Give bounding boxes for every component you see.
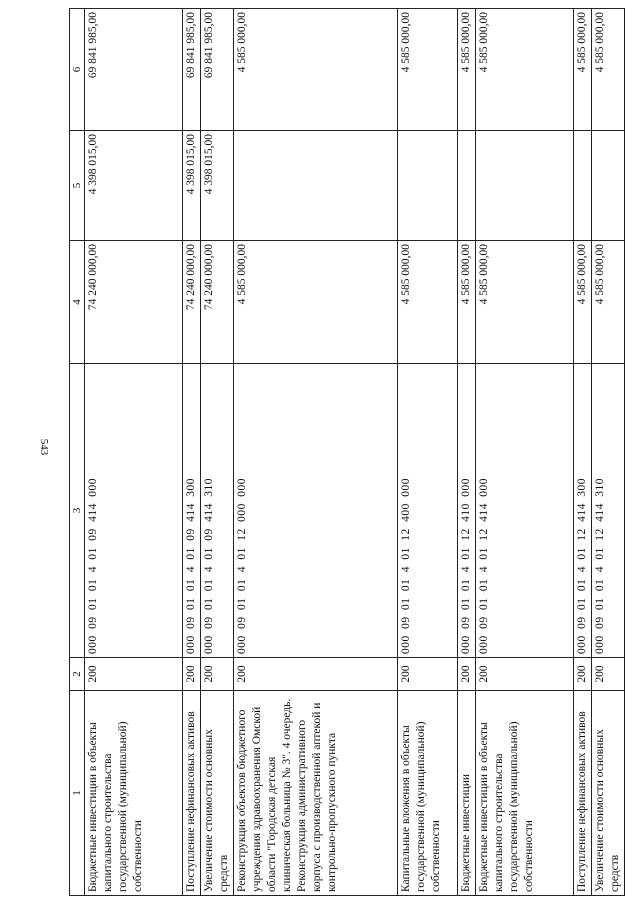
- cell-kbk: 000 09 01 01 4 01 12 414 000: [476, 364, 574, 658]
- cell-kbk: 000 09 01 01 4 01 12 000 000: [234, 364, 398, 658]
- cell-c6: 69 841 985,00: [201, 9, 234, 131]
- header-cell: 4: [70, 241, 85, 364]
- cell-c6: 69 841 985,00: [183, 9, 201, 131]
- cell-c5: 4 398 015,00: [85, 131, 183, 241]
- cell-c6: 4 585 000,00: [234, 9, 398, 131]
- cell-kbk: 000 09 01 01 4 01 09 414 000: [85, 364, 183, 658]
- cell-c5: [574, 131, 592, 241]
- cell-c5: 4 398 015,00: [201, 131, 234, 241]
- cell-c5: 4 398 015,00: [183, 131, 201, 241]
- cell-c5: [398, 131, 458, 241]
- cell-kbk: 000 09 01 01 4 01 09 414 310: [201, 364, 234, 658]
- cell-code: 200: [591, 658, 624, 691]
- cell-c4: 74 240 000,00: [183, 241, 201, 364]
- header-cell: 1: [70, 691, 85, 896]
- cell-c5: [458, 131, 476, 241]
- cell-kbk: 000 09 01 01 4 01 12 414 300: [574, 364, 592, 658]
- cell-c4: 4 585 000,00: [458, 241, 476, 364]
- cell-code: 200: [234, 658, 398, 691]
- cell-name: Реконструкция объектов бюджетного учреждения здравоохранения Омской области "Городская детская клиническая больница № 3". 4 очередь. Реконструкция административного корпуса с производственной аптекой и контрольно-пропускного пункта: [234, 691, 398, 896]
- cell-code: 200: [476, 658, 574, 691]
- cell-name: Увеличение стоимости основных средств: [201, 691, 234, 896]
- cell-c6: 4 585 000,00: [476, 9, 574, 131]
- cell-code: 200: [574, 658, 592, 691]
- cell-name: Увеличение стоимости основных средств: [591, 691, 624, 896]
- cell-c4: 4 585 000,00: [591, 241, 624, 364]
- table-row: [85, 9, 183, 896]
- cell-c5: [234, 131, 398, 241]
- cell-code: 200: [183, 658, 201, 691]
- header-cell: 5: [70, 131, 85, 241]
- cell-code: 200: [85, 658, 183, 691]
- header-row: [70, 9, 85, 896]
- table-row: [234, 9, 398, 896]
- cell-c5: [476, 131, 574, 241]
- cell-name: Поступление нефинансовых активов: [183, 691, 201, 896]
- table-row: [201, 9, 234, 896]
- cell-name: Бюджетные инвестиции: [458, 691, 476, 896]
- cell-c6: 4 585 000,00: [591, 9, 624, 131]
- header-cell: 6: [70, 9, 85, 131]
- cell-c4: 74 240 000,00: [201, 241, 234, 364]
- budget-table: [69, 8, 625, 896]
- cell-name: Поступление нефинансовых активов: [574, 691, 592, 896]
- cell-code: 200: [398, 658, 458, 691]
- page-number: 543: [38, 438, 50, 456]
- cell-c4: 4 585 000,00: [398, 241, 458, 364]
- cell-c6: 4 585 000,00: [398, 9, 458, 131]
- cell-name: Бюджетные инвестиции в объекты капитального строительства государственной (муниципальной) собственности: [85, 691, 183, 896]
- cell-c4: 4 585 000,00: [476, 241, 574, 364]
- cell-c6: 4 585 000,00: [574, 9, 592, 131]
- table-row: [574, 9, 592, 896]
- cell-c6: 69 841 985,00: [85, 9, 183, 131]
- cell-code: 200: [458, 658, 476, 691]
- table-row: [398, 9, 458, 896]
- cell-kbk: 000 09 01 01 4 01 12 400 000: [398, 364, 458, 658]
- cell-kbk: 000 09 01 01 4 01 12 410 000: [458, 364, 476, 658]
- table-row: [458, 9, 476, 896]
- cell-c4: 4 585 000,00: [574, 241, 592, 364]
- cell-c4: 74 240 000,00: [85, 241, 183, 364]
- cell-c4: 4 585 000,00: [234, 241, 398, 364]
- cell-kbk: 000 09 01 01 4 01 12 414 310: [591, 364, 624, 658]
- cell-name: Бюджетные инвестиции в объекты капитального строительства государственной (муниципальной) собственности: [476, 691, 574, 896]
- table-row: [183, 9, 201, 896]
- cell-c6: 4 585 000,00: [458, 9, 476, 131]
- cell-code: 200: [201, 658, 234, 691]
- header-cell: 2: [70, 658, 85, 691]
- cell-c5: [591, 131, 624, 241]
- table-row: [591, 9, 624, 896]
- cell-name: Капитальные вложения в объекты государственной (муниципальной) собственности: [398, 691, 458, 896]
- header-cell: 3: [70, 364, 85, 658]
- table-row: [476, 9, 574, 896]
- cell-kbk: 000 09 01 01 4 01 09 414 300: [183, 364, 201, 658]
- budget-table-sheet: [69, 9, 621, 896]
